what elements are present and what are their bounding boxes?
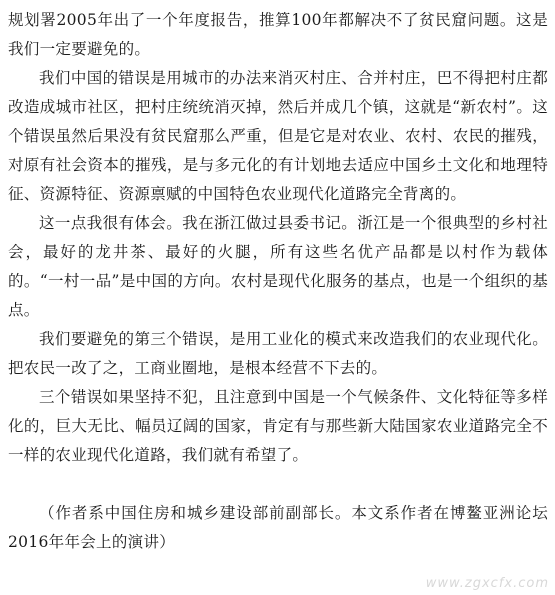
author-note: （作者系中国住房和城乡建设部前副部长。本文系作者在博鳌亚洲论坛2016年年会上的演讲） — [8, 504, 548, 551]
site-watermark: www.zgxcfx.com — [425, 576, 549, 591]
paragraph-1: 规划署2005年出了一个年度报告，推算100年都解决不了贫民窟问题。这是我们一定要避免的。 — [8, 11, 548, 58]
paragraph-3: 这一点我很有体会。我在浙江做过县委书记。浙江是一个很典型的乡村社会，最好的龙井茶、最好的火腿，所有这些名优产品都是以村作为载体的。“一村一品”是中国的方向。农村是现代化服务的基点，也是一个组织的基点。 — [8, 214, 548, 319]
paragraph-gap — [8, 470, 548, 499]
paragraph-4: 我们要避免的第三个错误，是用工业化的模式来改造我们的农业现代化。把农民一改了之，工商业圈地，是根本经营不下去的。 — [8, 330, 548, 377]
paragraph-2: 我们中国的错误是用城市的办法来消灭村庄、合并村庄，巴不得把村庄都改造成城市社区，把村庄统统消灭掉，然后并成几个镇，这就是“新农村”。这个错误虽然后果没有贫民窟那么严重，但是它是对农业、农村、农民的摧残，对原有社会资本的摧残，是与多元化的有计划地去适应中国乡土文化和地理特征、资源特征、资源禀赋的中国特色农业现代化道路完全背离的。 — [8, 69, 548, 203]
paragraph-5: 三个错误如果坚持不犯，且注意到中国是一个气候条件、文化特征等多样化的，巨大无比、幅员辽阔的国家，肯定有与那些新大陆国家农业道路完全不一样的农业现代化道路，我们就有希望了。 — [8, 388, 548, 464]
article-body — [8, 6, 548, 557]
